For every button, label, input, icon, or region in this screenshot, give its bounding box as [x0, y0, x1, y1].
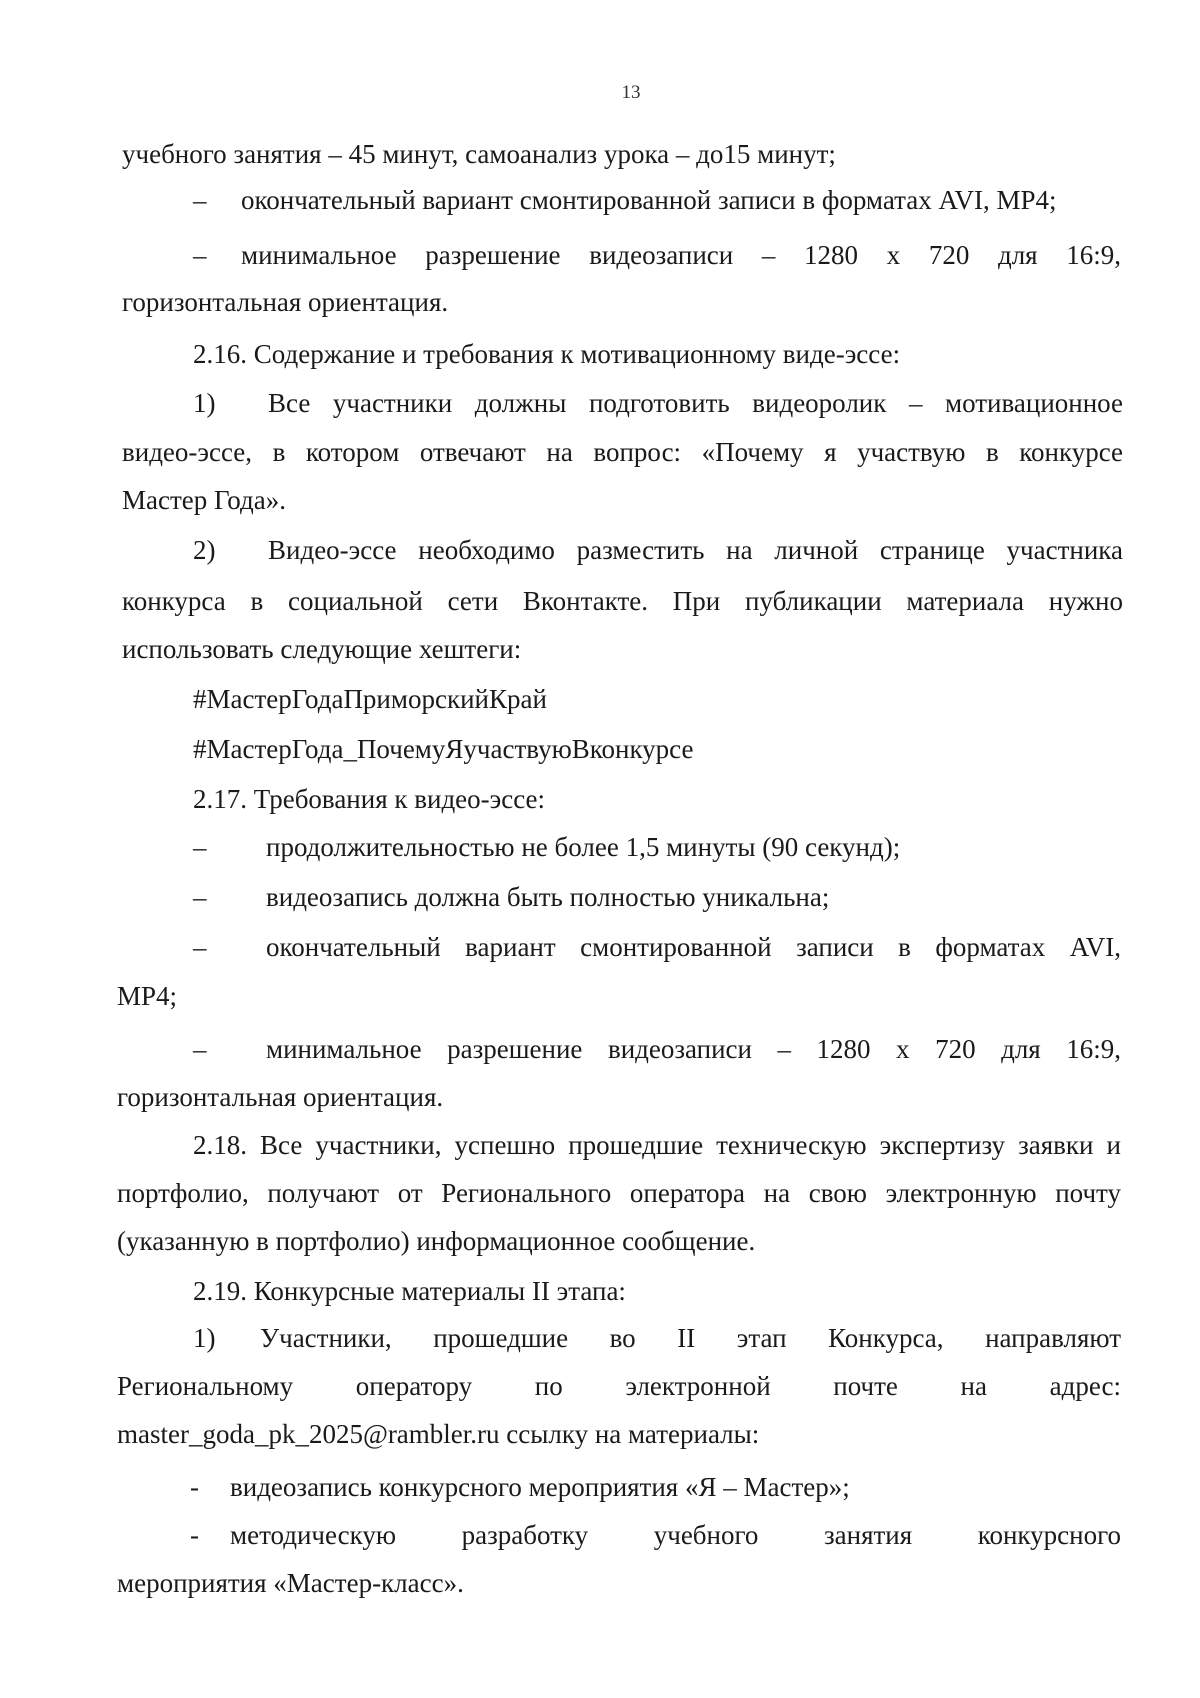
- list-dash: –: [193, 185, 207, 215]
- list-number: 1): [193, 1323, 216, 1353]
- text-line: минимальное разрешение видеозаписи – 1280 х 720 для 16:9,: [266, 1034, 1121, 1064]
- text-line: окончательный вариант смонтированной записи в форматах AVI,: [266, 932, 1121, 962]
- list-dash: -: [190, 1472, 199, 1502]
- list-dash: –: [193, 832, 207, 862]
- text-line: Участники, прошедшие во II этап Конкурса, направляют: [260, 1323, 1121, 1353]
- list-number: 1): [193, 388, 216, 418]
- text-line: MP4;: [117, 981, 178, 1011]
- text-line: горизонтальная ориентация.: [117, 1082, 444, 1112]
- text-line: горизонтальная ориентация.: [122, 287, 449, 317]
- list-dash: -: [190, 1520, 199, 1550]
- hashtag: #МастерГодаПриморскийКрай: [193, 684, 547, 714]
- text-line: методическую разработку учебного занятия конкурсного: [230, 1520, 1121, 1550]
- text-line: мероприятия «Мастер-класс».: [117, 1568, 464, 1598]
- section-heading: 2.17. Требования к видео-эссе:: [193, 784, 546, 814]
- text-line: видеозапись конкурсного мероприятия «Я – Мастер»;: [230, 1472, 850, 1502]
- text-line: окончательный вариант смонтированной записи в форматах AVI, MP4;: [241, 185, 1057, 215]
- section-heading: 2.16. Содержание и требования к мотивационному виде-эссе:: [193, 339, 901, 369]
- section-heading: 2.19. Конкурсные материалы II этапа:: [193, 1276, 626, 1306]
- text-line: видеозапись должна быть полностью уникальна;: [266, 882, 830, 912]
- text-line: видео-эссе, в котором отвечают на вопрос: «Почему я участвую в конкурсе: [122, 437, 1123, 467]
- text-line: (указанную в портфолио) информационное сообщение.: [117, 1226, 756, 1256]
- text-line: портфолио, получают от Регионального оператора на свою электронную почту: [117, 1178, 1121, 1208]
- text-line: Мастер Года».: [122, 485, 286, 515]
- list-dash: –: [193, 1034, 207, 1064]
- list-number: 2): [193, 535, 216, 565]
- text-line: использовать следующие хештеги:: [122, 634, 522, 664]
- text-line: Видео-эссе необходимо разместить на личной странице участника: [268, 535, 1123, 565]
- list-dash: –: [193, 240, 207, 270]
- page-number: 13: [621, 82, 641, 103]
- list-dash: –: [193, 882, 207, 912]
- text-line: Региональному оператору по электронной почте на адрес:: [117, 1371, 1121, 1401]
- email-text: master_goda_pk_2025@rambler.ru ссылку на материалы:: [117, 1419, 760, 1449]
- text-line: учебного занятия – 45 минут, самоанализ урока – до15 минут;: [122, 139, 836, 169]
- text-line: Все участники должны подготовить видеоролик – мотивационное: [268, 388, 1123, 418]
- text-line: продолжительностью не более 1,5 минуты (90 секунд);: [266, 832, 901, 862]
- text-line: конкурса в социальной сети Вконтакте. При публикации материала нужно: [122, 586, 1123, 616]
- hashtag: #МастерГода_ПочемуЯучаствуюВконкурсе: [193, 734, 694, 764]
- text-line: минимальное разрешение видеозаписи – 1280 х 720 для 16:9,: [241, 240, 1121, 270]
- section-heading: 2.18. Все участники, успешно прошедшие техническую экспертизу заявки и: [193, 1130, 1121, 1160]
- list-dash: –: [193, 932, 207, 962]
